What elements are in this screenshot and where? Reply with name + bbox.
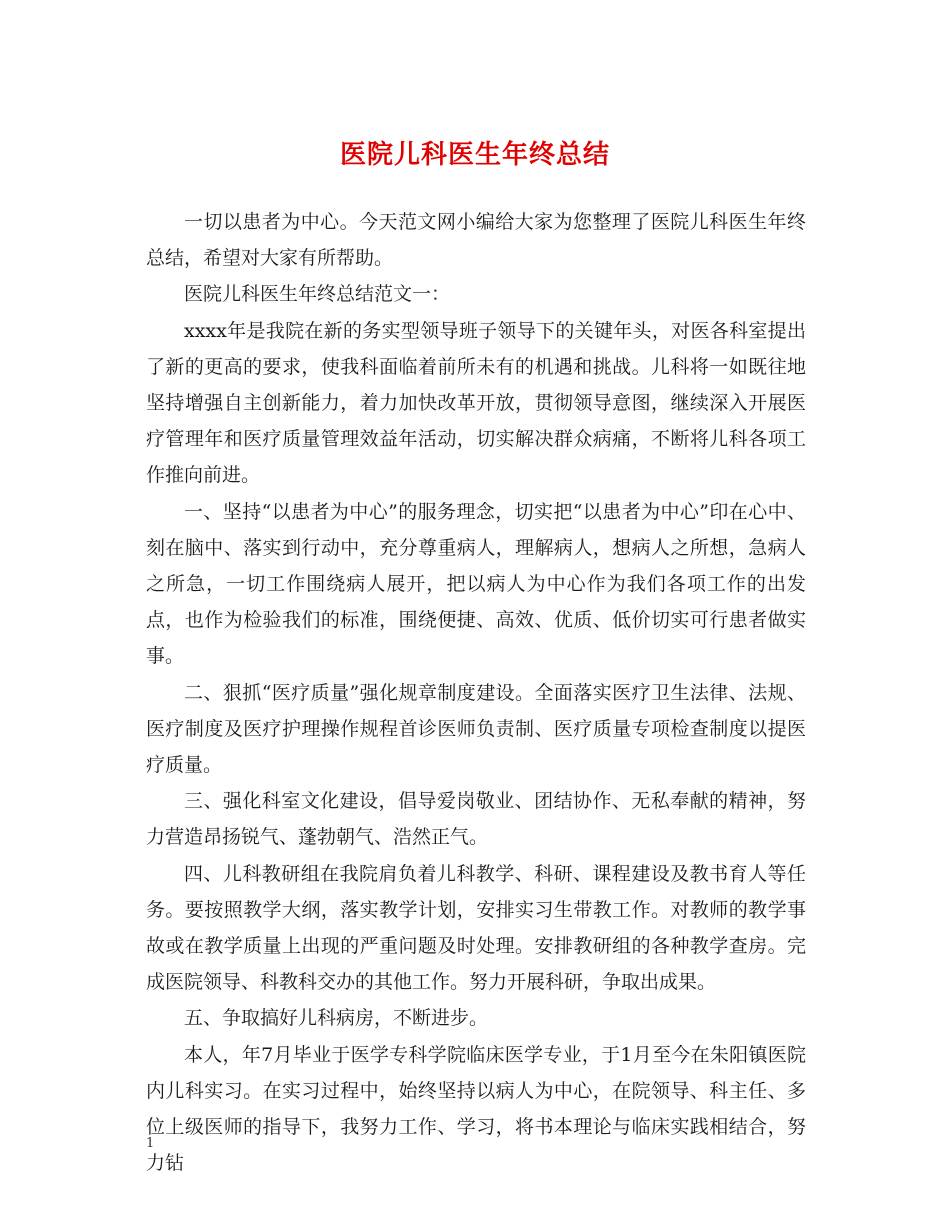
paragraph-point-5: 五、争取搞好儿科病房，不断进步。 xyxy=(184,1007,489,1030)
paragraph-point-4: 四、儿科教研组在我院肩负着儿科教学、科研、课程建设及教书育人等任务。要按照教学大纲，落实教学计划，安排实习生带教工作。对教师的教学事故或在教学质量上出现的严重问题及时处理。安排教研组的各种教学查房。完成医院领导、科教科交办的其他工作。努力开展科研，争取出成果。 xyxy=(146,862,806,994)
paragraph-point-1: 一、坚持“以患者为中心”的服务理念，切实把“以患者为中心”印在心中、刻在脑中、落实到行动中，充分尊重病人，理解病人，想病人之所想，急病人之所急，一切工作围绕病人展开，把以病人为中心作为我们各项工作的出发点，也作为检验我们的标准，围绕便捷、高效、优质、低价切实可行患者做实事。 xyxy=(146,500,806,668)
paragraph-personal: 本人，年7月毕业于医学专科学院临床医学专业，于1月至今在朱阳镇医院内儿科实习。在实习过程中，始终坚持以病人为中心，在院领导、科主任、多位上级医师的指导下，我努力工作、学习，将书本理论与临床实践相结合，努力钻 xyxy=(146,1043,806,1175)
document-body xyxy=(146,204,806,1181)
paragraph-point-3: 三、强化科室文化建设，倡导爱岗敬业、团结协作、无私奉献的精神，努力营造昂扬锐气、蓬勃朝气、浩然正气。 xyxy=(146,790,806,849)
page-number: 1 xyxy=(146,1136,155,1151)
document-title: 医院儿科医生年终总结 xyxy=(339,140,610,170)
paragraph-overview: xxxx年是我院在新的务实型领导班子领导下的关键年头，对医各科室提出了新的更高的要求，使我科面临着前所未有的机遇和挑战。儿科将一如既往地坚持增强自主创新能力，着力加快改革开放，贯彻领导意图，继续深入开展医疗管理年和医疗质量管理效益年活动，切实解决群众病痛，不断将儿科各项工作推向前进。 xyxy=(146,319,806,487)
paragraph-point-2: 二、狠抓“医疗质量”强化规章制度建设。全面落实医疗卫生法律、法规、医疗制度及医疗护理操作规程首诊医师负责制、医疗质量专项检查制度以提医疗质量。 xyxy=(146,681,806,777)
paragraph-sample-heading: 医院儿科医生年终总结范文一： xyxy=(184,283,451,306)
paragraph-intro: 一切以患者为中心。今天范文网小编给大家为您整理了医院儿科医生年终总结，希望对大家有所帮助。 xyxy=(146,211,806,270)
